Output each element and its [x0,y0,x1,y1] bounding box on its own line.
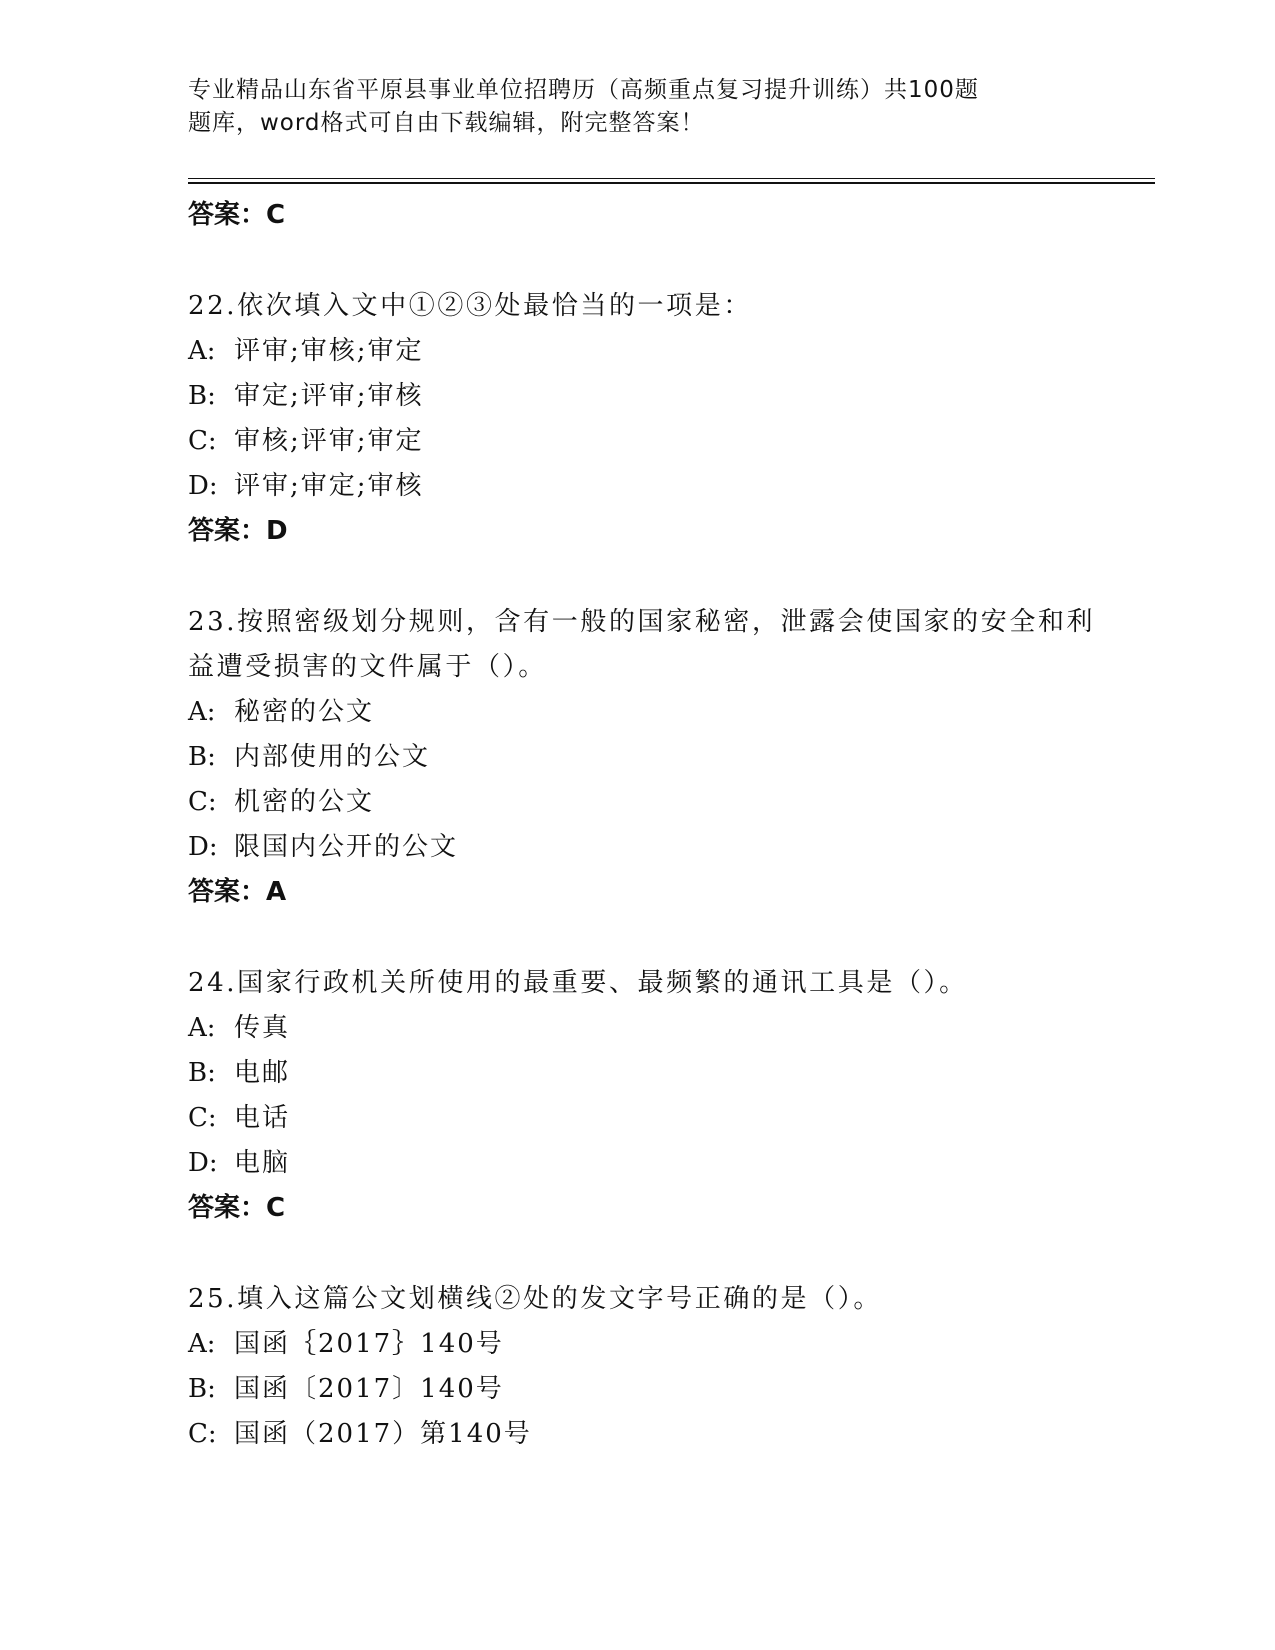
option-a [188,329,1108,374]
option-d [188,464,1108,509]
question-25 [188,1277,1108,1457]
option-text: 电邮 [234,1058,291,1088]
option-letter: B: [188,742,216,772]
option-text: 机密的公文 [234,787,375,817]
option-text: 秘密的公文 [234,697,375,727]
option-letter: A: [188,336,216,366]
option-letter: C: [188,1419,217,1449]
document-header [188,74,1028,140]
option-a [188,1006,1108,1051]
previous-answer: 答案：C [188,200,286,230]
option-text: 内部使用的公文 [234,742,431,772]
option-c [188,780,1108,825]
option-letter: B: [188,1058,216,1088]
option-letter: A: [188,1013,216,1043]
option-b [188,1051,1108,1096]
option-letter: A: [188,1329,216,1359]
option-text: 限国内公开的公文 [234,832,459,862]
question-23 [188,600,1108,915]
option-b [188,735,1108,780]
option-letter: B: [188,1374,216,1404]
header-line-1: 专业精品山东省平原县事业单位招聘历（高频重点复习提升训练）共100题 [188,77,979,103]
option-text: 国函〔2017〕140号 [234,1374,504,1404]
question-24 [188,961,1108,1231]
question-text: 25.填入这篇公文划横线②处的发文字号正确的是（）。 [188,1284,882,1314]
question-text: 24.国家行政机关所使用的最重要、最频繁的通讯工具是（）。 [188,968,968,998]
answer-line: 答案：A [188,877,287,907]
header-line-2: 题库，word格式可自由下载编辑，附完整答案！ [188,110,705,136]
option-a [188,690,1108,735]
option-text: 审核;评审;审定 [234,426,424,456]
option-letter: D: [188,832,218,862]
option-text: 电脑 [234,1148,291,1178]
question-22 [188,284,1108,554]
option-d [188,1141,1108,1186]
option-d [188,825,1108,870]
option-c [188,1096,1108,1141]
option-text: 电话 [234,1103,291,1133]
option-b [188,374,1108,419]
option-c [188,419,1108,464]
header-rule-thin [188,178,1155,179]
answer-line: 答案：C [188,1193,286,1223]
answer-line: 答案：D [188,516,288,546]
document-content [188,193,1108,1457]
question-text: 23.按照密级划分规则，含有一般的国家秘密，泄露会使国家的安全和利益遭受损害的文件属于（）。 [188,607,1096,682]
option-a [188,1322,1108,1367]
question-text: 22.依次填入文中①②③处最恰当的一项是： [188,291,752,321]
option-text: 审定;评审;审核 [234,381,424,411]
header-rule-thick [188,182,1155,184]
option-text: 国函（2017）第140号 [234,1419,532,1449]
option-letter: C: [188,787,217,817]
option-text: 评审;审定;审核 [234,471,424,501]
option-c [188,1412,1108,1457]
option-letter: A: [188,697,216,727]
option-letter: B: [188,381,216,411]
option-b [188,1367,1108,1412]
option-letter: C: [188,1103,217,1133]
option-text: 评审;审核;审定 [234,336,424,366]
option-letter: D: [188,471,218,501]
option-letter: C: [188,426,217,456]
option-letter: D: [188,1148,218,1178]
option-text: 传真 [234,1013,291,1043]
option-text: 国函｛2017｝140号 [234,1329,504,1359]
